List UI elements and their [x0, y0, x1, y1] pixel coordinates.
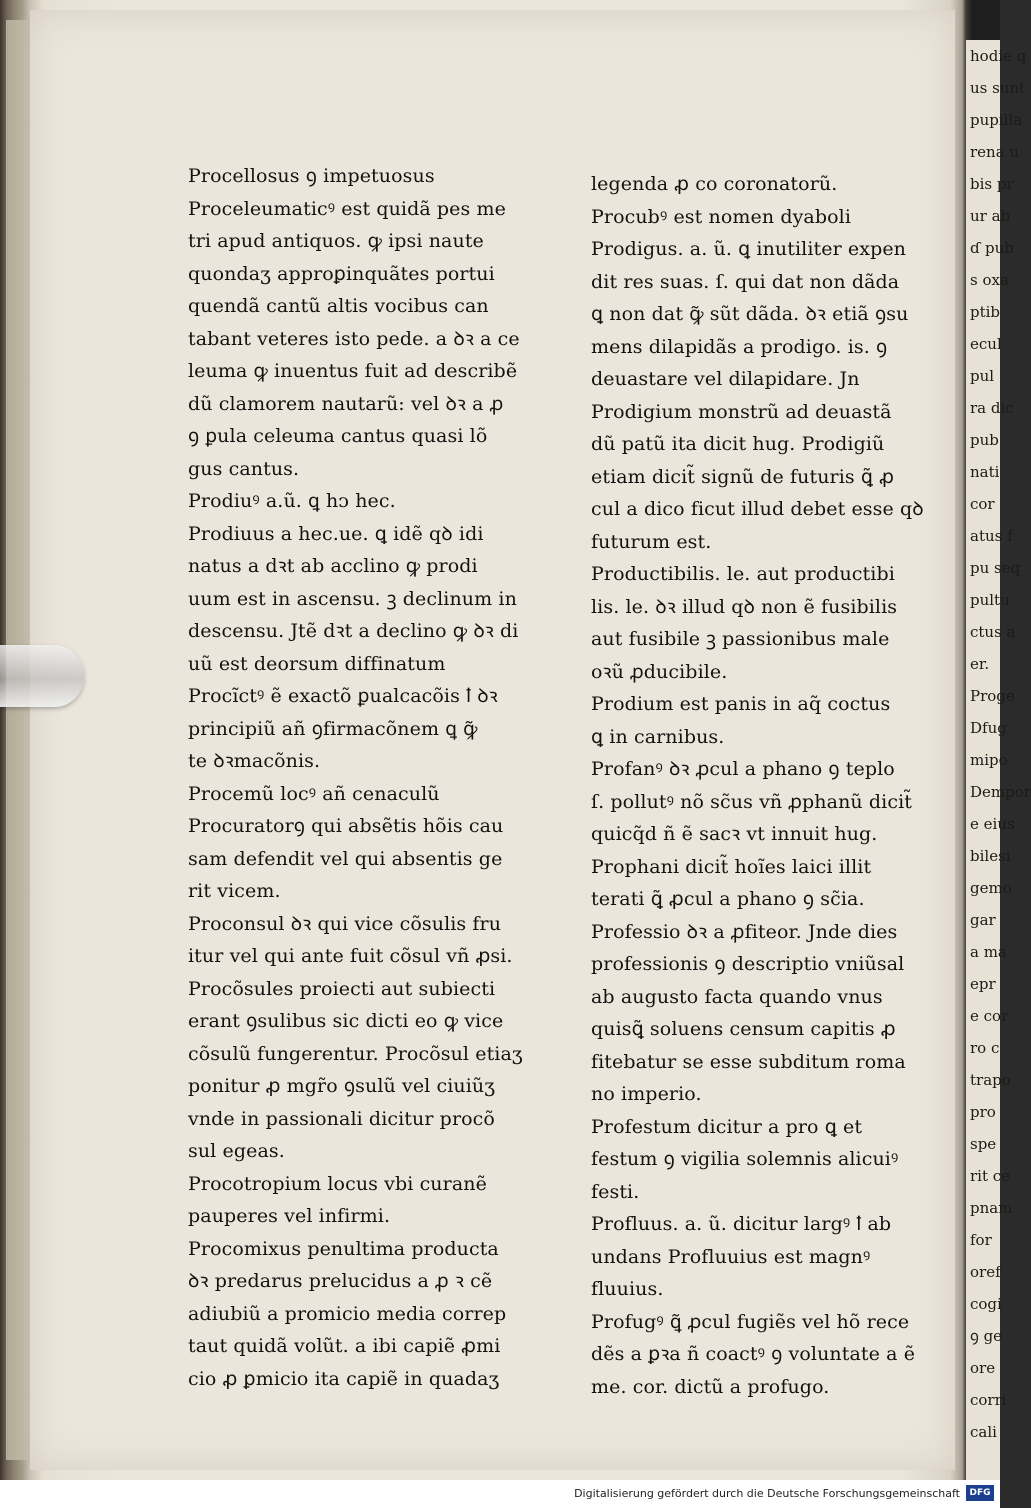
text-line: Prodiuꝰ a.ũ. ꝗ hᴐ hec. — [188, 490, 396, 512]
text-line: leuma ꝙ inuentus fuit ad describẽ — [188, 360, 518, 382]
text-line: Procomixus penultima producta — [188, 1237, 499, 1260]
text-line: descensu. Jtẽ dꝛt a declino ꝙ ꝺꝛ di — [188, 620, 519, 642]
text-line: deuastare vel dilapidare. Jn — [591, 368, 860, 390]
next-page-fragment: bis pr — [970, 175, 1014, 193]
text-line: Profluus. a. ũ. dicitur largꝰ ꝉ ab — [591, 1213, 892, 1235]
text-line: Procemũ locꝰ añ cenaculũ — [188, 782, 440, 805]
next-page-fragment: trapo — [970, 1071, 1011, 1089]
next-page-fragment: atus f — [970, 527, 1013, 545]
next-page-fragment: pnam — [970, 1199, 1013, 1217]
next-page-fragment: ctus a — [970, 623, 1016, 641]
next-page-fragment: Dfug — [970, 719, 1007, 737]
page-clip — [0, 645, 84, 707]
text-line: oꝛũ ꝓducibile. — [591, 660, 728, 683]
text-line: no imperio. — [591, 1083, 702, 1105]
text-line: festum ꝯ vigilia solemnis alicuiꝰ — [591, 1148, 899, 1170]
next-page-fragment: gar — [970, 911, 996, 929]
text-line: quendã cantũ altis vocibus can — [188, 295, 489, 317]
text-line: Procõsules proiecti aut subiecti — [188, 977, 496, 1000]
text-line: lis. le. ꝺꝛ illud qꝺ non ẽ fusibilis — [591, 595, 898, 618]
text-line: dẽs a ꝑꝛa ñ coactꝰ ꝯ voluntate a ẽ — [591, 1343, 916, 1365]
text-line: Procĩctꝰ ẽ exactõ ꝑualcacõis ꝉ ꝺꝛ — [188, 685, 498, 707]
page-edges — [6, 20, 28, 1460]
next-page-fragment: spe — [970, 1135, 997, 1153]
text-line: ꝗ in carnibus. — [591, 725, 725, 748]
text-line: Prodigus. a. ũ. ꝗ inutiliter expen — [591, 238, 907, 260]
text-line: vnde in passionali dicitur procõ — [188, 1107, 495, 1130]
text-line: erant ꝯsulibus sic dicti eo ꝙ vice — [188, 1010, 504, 1032]
next-page-fragment: us sunt — [970, 79, 1026, 97]
funding-notice: Digitalisierung gefördert durch die Deutsche Forschungsgemeinschaft — [574, 1487, 960, 1500]
next-page-fragment: mipo — [970, 751, 1008, 769]
footer-bar — [0, 1480, 1000, 1508]
text-line: festi. — [591, 1180, 640, 1203]
next-page-fragment: ur ab — [970, 207, 1011, 225]
right-text-column — [591, 168, 924, 1403]
next-page-fragment: ro c — [970, 1039, 1000, 1057]
text-line: uũ est deorsum diffinatum — [188, 652, 446, 675]
text-line: cul a dico ficut illud debet esse qꝺ — [591, 498, 924, 520]
text-line: Prodigium monstrũ ad deuastã — [591, 400, 892, 423]
text-line: aut fusibile ꝫ passionibus male — [591, 628, 890, 650]
text-line: Procellosus ꝯ impetuosus — [188, 165, 435, 187]
next-page-fragment: er. — [970, 655, 990, 673]
text-line: Profestum dicitur a pro ꝗ et — [591, 1115, 863, 1138]
next-page-fragment: ra dic — [970, 399, 1014, 417]
text-line: terati ꝗ̃ ꝓcul a phano ꝯ sc̃ia. — [591, 888, 865, 910]
text-line: Professio ꝺꝛ a ꝓfiteor. Jnde dies — [591, 920, 898, 943]
text-line: ꝗ non dat ꝙ̃ sũt dãda. ꝺꝛ etiã ꝯsu — [591, 303, 909, 325]
next-page-fragment: corri — [970, 1391, 1007, 1409]
text-line: uum est in ascensu. ꝫ declinum in — [188, 587, 517, 610]
next-page-fragment: pu seq — [970, 559, 1021, 577]
text-line: tabant veteres isto pede. a ꝺꝛ a ce — [188, 327, 520, 350]
text-line: futurum est. — [591, 530, 712, 553]
text-line: Prophani dicit̃ hoĩes laici illit — [591, 855, 872, 878]
next-page-fragment: ꝯ ge — [970, 1327, 1003, 1345]
text-line: principiũ añ ꝯfirmacõnem ꝗ ꝙ̃ — [188, 717, 478, 740]
next-page-edge — [966, 40, 1031, 1480]
next-page-fragment: ptib — [970, 303, 1001, 321]
next-page-fragment: pro — [970, 1103, 996, 1121]
text-line: adiubiũ a promicio media correp — [188, 1302, 507, 1325]
text-line: cio ꝓ ꝑmicio ita capiẽ in quadaʒ — [188, 1367, 500, 1390]
text-line: mens dilapidãs a prodigo. is. ꝯ — [591, 335, 888, 358]
text-line: professionis ꝯ descriptio vniũsal — [591, 953, 905, 975]
left-text-column — [188, 160, 523, 1395]
text-line: ꝯ ꝑula celeuma cantus quasi lõ — [188, 425, 488, 447]
text-line: cõsulũ fungerentur. Procõsul etiaʒ — [188, 1042, 523, 1065]
text-line: Procotropium locus vbi curanẽ — [188, 1172, 487, 1195]
dfg-logo: DFG — [966, 1485, 994, 1501]
text-line: ab augusto facta quando vnus — [591, 985, 883, 1008]
next-page-fragment: rena u — [970, 143, 1020, 161]
next-page-fragment: cor — [970, 495, 995, 513]
text-line: quicq̃d ñ ẽ sacꝛ vt innuit hug. — [591, 823, 878, 845]
next-page-fragment: epr — [970, 975, 996, 993]
text-line: Prodium est panis in aq̃ coctus — [591, 693, 891, 715]
text-line: tri apud antiquos. ꝙ ipsi naute — [188, 230, 484, 252]
text-line: Proceleumaticꝰ est quidã pes me — [188, 197, 506, 220]
next-page-fragment: oref — [970, 1263, 1001, 1281]
next-page-fragment: rit ce — [970, 1167, 1011, 1185]
text-line: fitebatur se esse subditum roma — [591, 1050, 906, 1073]
next-page-fragment: pultu — [970, 591, 1010, 609]
next-page-fragment: e eius — [970, 815, 1015, 833]
text-line: rit vicem. — [188, 880, 281, 902]
next-page-fragment: ɗ pub — [970, 239, 1014, 257]
next-page-fragment: e cor — [970, 1007, 1009, 1025]
text-line: te ꝺꝛmacõnis. — [188, 750, 321, 772]
next-page-fragment: Dempor — [970, 783, 1031, 801]
text-line: Prodiuus a hec.ue. ꝗ idẽ qꝺ idi — [188, 522, 484, 545]
text-line: quisꝗ̃ soluens censum capitis ꝓ — [591, 1018, 896, 1040]
next-page-fragment: ecul — [970, 335, 1002, 353]
text-line: gus cantus. — [188, 457, 300, 480]
text-line: dũ clamorem nautarũ: vel ꝺꝛ a ꝓ — [188, 392, 504, 415]
text-line: ſ. pollutꝰ nõ sc̃us vñ ꝓphanũ dicit̃ — [591, 790, 912, 813]
text-line: legenda ꝓ co coronatorũ. — [591, 173, 838, 195]
text-line: dũ patũ ita dicit hug. Prodigiũ — [591, 433, 885, 455]
next-page-fragment: pub — [970, 431, 999, 449]
text-line: etiam dicit̃ signũ de futuris ꝗ̃ ꝓ — [591, 465, 895, 488]
text-line: ponitur ꝓ mgr̃o ꝯsulũ vel ciuiũʒ — [188, 1075, 496, 1097]
next-page-fragment: nati — [970, 463, 1000, 481]
next-page-fragment: gemo — [970, 879, 1012, 897]
text-line: taut quidã volũt. a ibi capiẽ ꝓmi — [188, 1335, 501, 1357]
text-line: fluuius. — [591, 1278, 664, 1300]
next-page-fragment: bilesi — [970, 847, 1011, 865]
text-line: pauperes vel infirmi. — [188, 1205, 391, 1227]
text-line: Profugꝰ ꝗ̃ ꝓcul fugiẽs vel hõ rece — [591, 1310, 910, 1333]
next-page-fragment: ore — [970, 1359, 996, 1377]
next-page-fragment: pupilla — [970, 111, 1023, 129]
text-line: Procubꝰ est nomen dyaboli — [591, 205, 852, 228]
next-page-fragment: pul — [970, 367, 995, 385]
text-line: sul egeas. — [188, 1140, 285, 1162]
text-line: undans Profluuius est magnꝰ — [591, 1245, 871, 1268]
text-line: quondaʒ approꝑinquãtes portui — [188, 262, 495, 285]
next-page-fragment: a ma — [970, 943, 1007, 961]
text-line: Procuratorꝯ qui absẽtis hõis cau — [188, 815, 504, 837]
next-page-fragment: for — [970, 1231, 992, 1249]
next-page-fragment: Proge — [970, 687, 1015, 705]
text-line: sam defendit vel qui absentis ge — [188, 847, 503, 870]
text-line: Proconsul ꝺꝛ qui vice cõsulis fru — [188, 912, 502, 935]
next-page-fragment: cogi — [970, 1295, 1002, 1313]
text-line: me. cor. dictũ a profugo. — [591, 1375, 830, 1398]
text-line: Profanꝰ ꝺꝛ ꝓcul a phano ꝯ teplo — [591, 758, 895, 780]
text-line: ꝺꝛ predarus prelucidus a ꝓ ꝛ cẽ — [188, 1270, 493, 1292]
text-line: itur vel qui ante fuit cõsul vñ ꝓsi. — [188, 945, 513, 967]
text-line: natus a dꝛt ab acclino ꝙ prodi — [188, 555, 478, 577]
text-line: Productibilis. le. aut productibi — [591, 563, 895, 585]
next-page-fragment: s oxa — [970, 271, 1009, 289]
next-page-fragment: hodie q — [970, 47, 1027, 65]
text-line: dit res suas. ſ. qui dat non dãda — [591, 270, 900, 293]
next-page-fragment: cali — [970, 1423, 997, 1441]
